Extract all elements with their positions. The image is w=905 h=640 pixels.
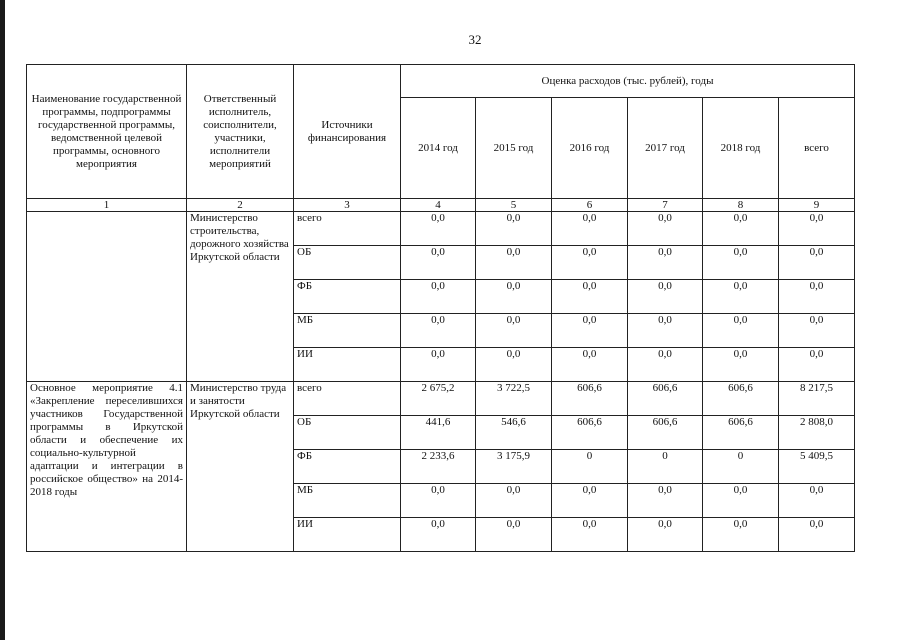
funding-source-cell: ИИ (294, 348, 401, 382)
table-row (27, 212, 855, 246)
year-value-cell: 0,0 (628, 518, 703, 552)
year-value-cell: 0,0 (401, 246, 476, 280)
year-value-cell: 0,0 (628, 484, 703, 518)
year-value-cell: 441,6 (401, 416, 476, 450)
year-value-cell: 606,6 (703, 382, 779, 416)
column-index: 9 (779, 199, 855, 212)
header-row-top (27, 65, 855, 98)
page-number: 32 (468, 32, 482, 47)
total-value-cell: 0,0 (779, 518, 855, 552)
year-value-cell: 0,0 (476, 280, 552, 314)
column-index: 2 (187, 199, 294, 212)
year-value-cell: 0,0 (476, 348, 552, 382)
header-year: 2015 год (476, 98, 552, 199)
year-value-cell: 0,0 (552, 348, 628, 382)
year-value-cell: 0,0 (703, 484, 779, 518)
header-name: Наименование государственной программы, подпрограммы государственной программы, ведомственной целевой программы, основного мероприятия (27, 65, 187, 199)
total-value-cell: 5 409,5 (779, 450, 855, 484)
header-responsible: Ответственный исполнитель, соисполнители, участники, исполнители мероприятий (187, 65, 294, 199)
column-index: 6 (552, 199, 628, 212)
year-value-cell: 0,0 (476, 212, 552, 246)
year-value-cell: 0 (552, 450, 628, 484)
total-value-cell: 0,0 (779, 280, 855, 314)
header-year: 2014 год (401, 98, 476, 199)
year-value-cell: 0 (628, 450, 703, 484)
year-value-cell: 0,0 (628, 348, 703, 382)
year-value-cell: 2 675,2 (401, 382, 476, 416)
year-value-cell: 0,0 (476, 518, 552, 552)
year-value-cell: 0,0 (401, 314, 476, 348)
year-value-cell: 0,0 (628, 212, 703, 246)
year-value-cell: 0,0 (401, 348, 476, 382)
year-value-cell: 606,6 (628, 382, 703, 416)
scan-edge-shadow (0, 0, 5, 640)
column-index: 1 (27, 199, 187, 212)
year-value-cell: 0 (703, 450, 779, 484)
year-value-cell: 606,6 (552, 382, 628, 416)
funding-source-cell: всего (294, 212, 401, 246)
year-value-cell: 0,0 (401, 518, 476, 552)
year-value-cell: 606,6 (628, 416, 703, 450)
year-value-cell: 0,0 (552, 280, 628, 314)
year-value-cell: 0,0 (401, 212, 476, 246)
total-value-cell: 0,0 (779, 246, 855, 280)
total-value-cell: 0,0 (779, 484, 855, 518)
column-index: 4 (401, 199, 476, 212)
year-value-cell: 0,0 (703, 314, 779, 348)
funding-source-cell: всего (294, 382, 401, 416)
total-value-cell: 0,0 (779, 314, 855, 348)
year-value-cell: 0,0 (552, 212, 628, 246)
header-year: 2018 год (703, 98, 779, 199)
responsible-cell: Министерство строительства, дорожного хозяйства Иркутской области (187, 212, 294, 382)
funding-source-cell: ОБ (294, 416, 401, 450)
header-year: 2017 год (628, 98, 703, 199)
year-value-cell: 0,0 (628, 280, 703, 314)
column-index: 3 (294, 199, 401, 212)
total-value-cell: 0,0 (779, 348, 855, 382)
responsible-cell: Министерство труда и занятости Иркутской области (187, 382, 294, 552)
year-value-cell: 0,0 (476, 246, 552, 280)
year-value-cell: 0,0 (476, 314, 552, 348)
header-year: 2016 год (552, 98, 628, 199)
total-value-cell: 2 808,0 (779, 416, 855, 450)
year-value-cell: 0,0 (703, 280, 779, 314)
year-value-cell: 606,6 (703, 416, 779, 450)
header-estimate: Оценка расходов (тыс. рублей), годы (401, 65, 855, 98)
year-value-cell: 0,0 (703, 518, 779, 552)
year-value-cell: 3 722,5 (476, 382, 552, 416)
funding-source-cell: ИИ (294, 518, 401, 552)
year-value-cell: 0,0 (628, 246, 703, 280)
year-value-cell: 0,0 (703, 246, 779, 280)
funding-source-cell: ФБ (294, 280, 401, 314)
year-value-cell: 606,6 (552, 416, 628, 450)
year-value-cell: 0,0 (401, 280, 476, 314)
program-name-cell: Основное мероприятие 4.1 «Закрепление переселившихся участников Государственной программы в Иркутской области и обеспечение их социально-культурной адаптации и интеграции в российское общество» на 2014-2018 годы (27, 382, 187, 552)
table-row (27, 382, 855, 416)
year-value-cell: 0,0 (552, 484, 628, 518)
total-value-cell: 0,0 (779, 212, 855, 246)
header-sources: Источники финансирования (294, 65, 401, 199)
year-value-cell: 0,0 (401, 484, 476, 518)
header-year-total: всего (779, 98, 855, 199)
program-name-cell (27, 212, 187, 382)
year-value-cell: 546,6 (476, 416, 552, 450)
year-value-cell: 0,0 (552, 314, 628, 348)
column-index-row (27, 199, 855, 212)
funding-source-cell: МБ (294, 314, 401, 348)
funding-source-cell: МБ (294, 484, 401, 518)
column-index: 7 (628, 199, 703, 212)
column-index: 5 (476, 199, 552, 212)
year-value-cell: 2 233,6 (401, 450, 476, 484)
funding-source-cell: ОБ (294, 246, 401, 280)
expenditure-table (26, 64, 855, 552)
year-value-cell: 0,0 (703, 212, 779, 246)
year-value-cell: 0,0 (552, 246, 628, 280)
year-value-cell: 0,0 (552, 518, 628, 552)
total-value-cell: 8 217,5 (779, 382, 855, 416)
column-index: 8 (703, 199, 779, 212)
year-value-cell: 0,0 (628, 314, 703, 348)
year-value-cell: 0,0 (476, 484, 552, 518)
funding-source-cell: ФБ (294, 450, 401, 484)
year-value-cell: 3 175,9 (476, 450, 552, 484)
year-value-cell: 0,0 (703, 348, 779, 382)
